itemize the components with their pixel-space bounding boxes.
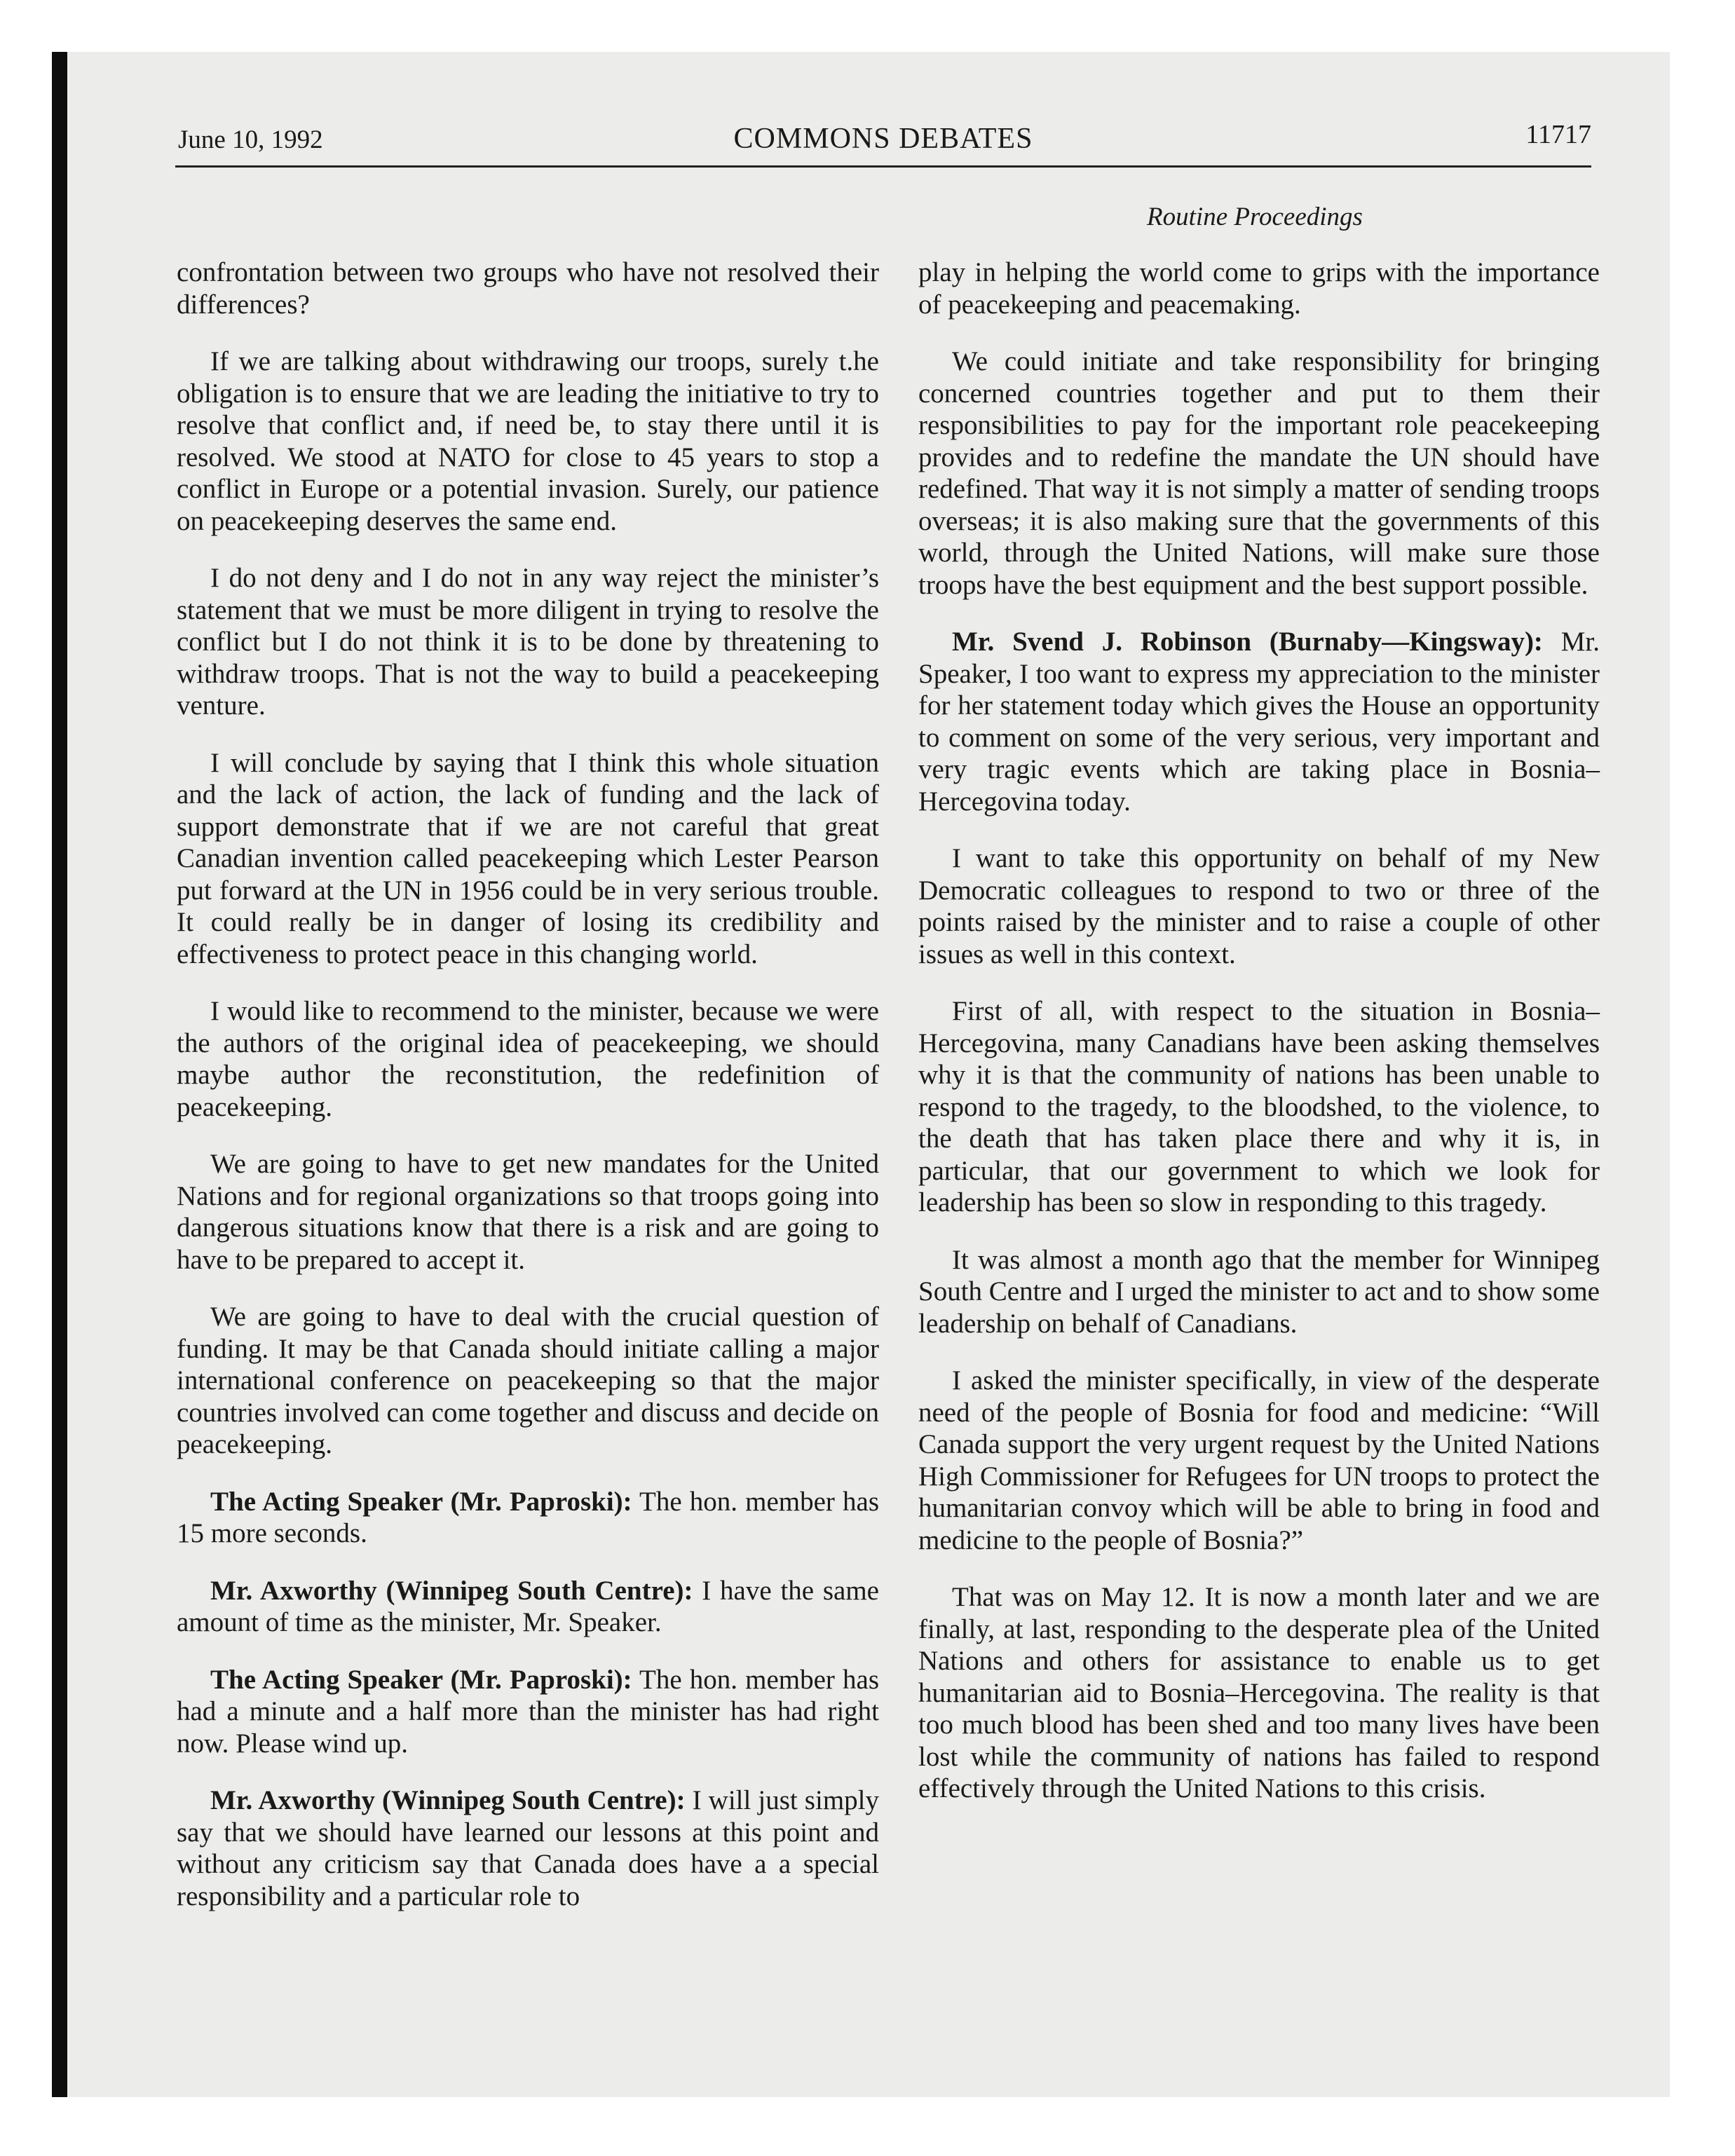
- header-title: COMMONS DEBATES: [733, 123, 1033, 155]
- paragraph: I do not deny and I do not in any way reject the minister’s statement that we must be more diligent in trying to resolve the conflict but I do not think it is to be done by threatening to withdraw troops. That is not the way to build a peacekeeping venture.: [177, 563, 879, 721]
- paragraph: I would like to recommend to the minister, because we were the authors of the original idea of peacekeeping, we should maybe author the reconstitution, the redefinition of peacekeeping.: [177, 996, 879, 1122]
- paragraph: That was on May 12. It is now a month later and we are finally, at last, responding to the desperate plea of the United Nations and others for assistance to enable us to get humanitarian aid to Bosnia–Hercegovina. The reality is that too much blood has been shed and too many lives have been lost while the community of nations has failed to respond effectively through the United Nations to this crisis.: [918, 1582, 1600, 1803]
- paragraph: We are going to have to deal with the crucial question of funding. It may be that Canada should initiate calling a major international conference on peacekeeping so that the major countries involved can come together and discuss and decide on peacekeeping.: [177, 1302, 879, 1459]
- paragraph: If we are talking about withdrawing our troops, surely t.he obligation is to ensure that we are leading the initiative to try to resolve that conflict and, if need be, to stay there until it is resolved. We stood at NATO for close to 45 years to stop a conflict in Europe or a potential invasion. Surely, our patience on peacekeeping deserves the same end.: [177, 346, 879, 536]
- paragraph: I asked the minister specifically, in view of the desperate need of the people of Bosnia for food and medicine: “Will Canada support the very urgent request by the United Nations High Commissioner for Refugees for UN troops to protect the humanitarian convoy which will be able to bring in food and medicine to the people of Bosnia?”: [918, 1365, 1600, 1555]
- paragraph: play in helping the world come to grips with the importance of peacekeeping and peacemaking.: [918, 257, 1600, 320]
- header-rule: [175, 165, 1591, 168]
- paragraph: We are going to have to get new mandates for the United Nations and for regional organizations so that troops going into dangerous situations know that there is a risk and are going to have to be prepared to accept it.: [177, 1149, 879, 1275]
- paragraph: First of all, with respect to the situation in Bosnia–Hercegovina, many Canadians have been asking themselves why it is that the community of nations has been unable to respond to the tragedy, to the bloodshed, to the violence, to the death that has taken place there and why it is, in particular, that our government to which we look for leadership has been so slow in responding to this tragedy.: [918, 996, 1600, 1217]
- paragraph: It was almost a month ago that the member for Winnipeg South Centre and I urged the minister to act and to show some leadership on behalf of Canadians.: [918, 1244, 1600, 1339]
- speaker-name: Mr. Svend J. Robinson (Burnaby—Kingsway):: [952, 627, 1543, 657]
- speaker-paragraph: The Acting Speaker (Mr. Paproski): The hon. member has 15 more seconds.: [177, 1486, 879, 1548]
- page-number: 11717: [1525, 120, 1591, 149]
- speaker-name: Mr. Axworthy (Winnipeg South Centre):: [210, 1785, 686, 1815]
- speaker-name: The Acting Speaker (Mr. Paproski):: [210, 1664, 632, 1695]
- speaker-paragraph: Mr. Axworthy (Winnipeg South Centre): I will just simply say that we should have learned our lessons at this point and without any criticism say that Canada does have a a special responsibility and a particular role to: [177, 1785, 879, 1911]
- section-heading: Routine Proceedings: [1147, 203, 1363, 231]
- paragraph: confrontation between two groups who have not resolved their differences?: [177, 257, 879, 320]
- header-date: June 10, 1992: [178, 125, 323, 154]
- paragraph: I want to take this opportunity on behalf of my New Democratic colleagues to respond to two or three of the points raised by the minister and to raise a couple of other issues as well in this context.: [918, 843, 1600, 969]
- speaker-paragraph: The Acting Speaker (Mr. Paproski): The hon. member has had a minute and a half more than the minister has had right now. Please wind up.: [177, 1664, 879, 1759]
- speaker-name: Mr. Axworthy (Winnipeg South Centre):: [210, 1575, 693, 1606]
- page-header: [175, 119, 1591, 168]
- paragraph: We could initiate and take responsibility for bringing concerned countries together and put to them their responsibilities to pay for the important role peacekeeping provides and to redefine the mandate the UN should have redefined. That way it is not simply a matter of sending troops overseas; it is also making sure that the governments of this world, through the United Nations, will make sure those troops have the best equipment and the best support possible.: [918, 346, 1600, 600]
- speaker-paragraph: Mr. Svend J. Robinson (Burnaby—Kingsway): Mr. Speaker, I too want to express my appreciation to the minister for her statement today which gives the House an opportunity to comment on some of the very serious, very important and very tragic events which are taking place in Bosnia–Hercegovina today.: [918, 627, 1600, 817]
- speaker-name: The Acting Speaker (Mr. Paproski):: [210, 1486, 632, 1517]
- scan-edge-bar: [52, 52, 67, 2097]
- left-column: [177, 257, 879, 1937]
- speaker-paragraph: Mr. Axworthy (Winnipeg South Centre): I have the same amount of time as the minister, Mr. Speaker.: [177, 1575, 879, 1637]
- right-column: [918, 257, 1600, 1830]
- paragraph: I will conclude by saying that I think this whole situation and the lack of action, the lack of funding and the lack of support demonstrate that if we are not careful that great Canadian invention called peacekeeping which Lester Pearson put forward at the UN in 1956 could be in very serious trouble. It could really be in danger of losing its credibility and effectiveness to protect peace in this changing world.: [177, 747, 879, 969]
